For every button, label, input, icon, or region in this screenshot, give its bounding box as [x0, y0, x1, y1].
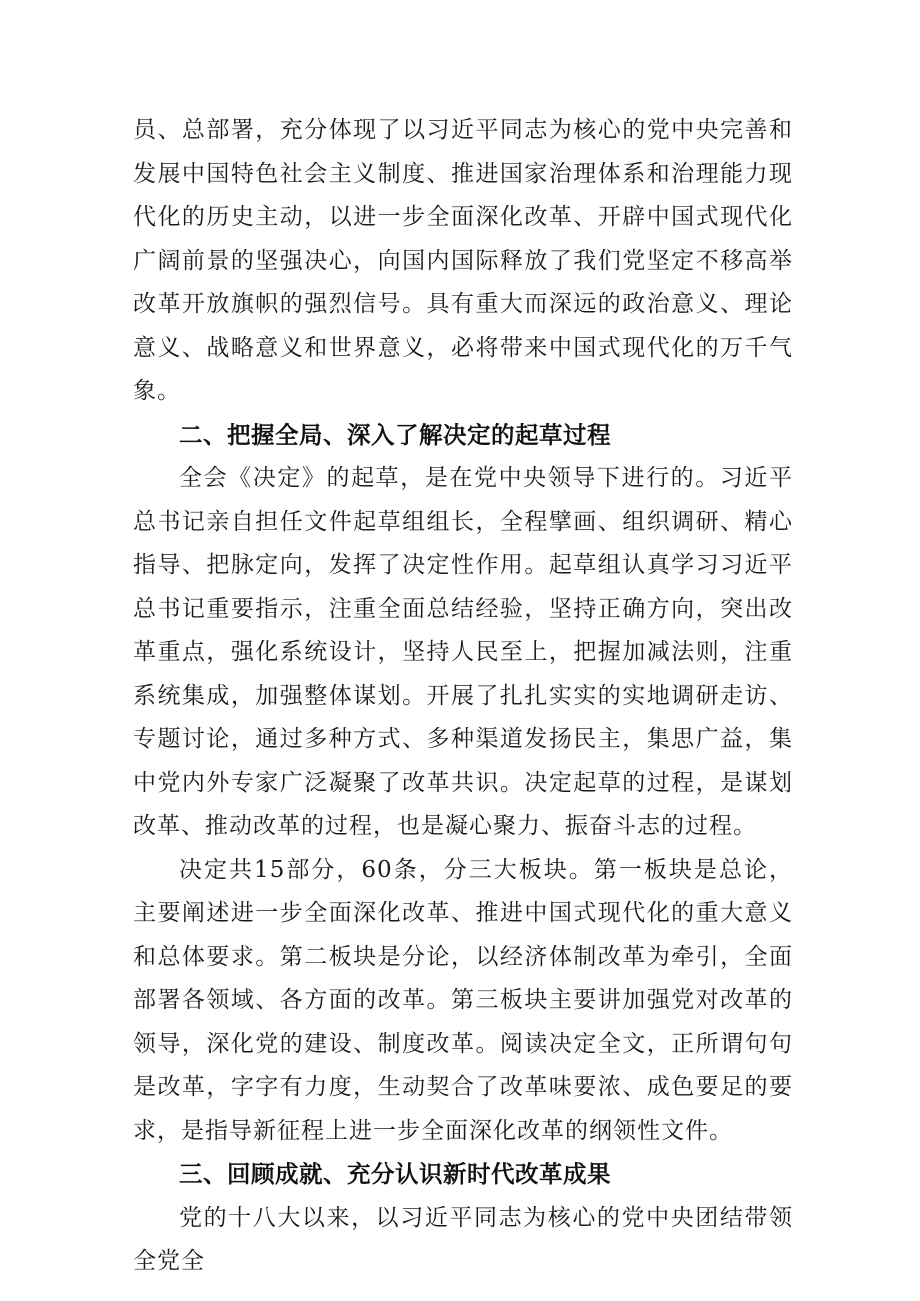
paragraph-drafting-process: 全会《决定》的起草，是在党中央领导下进行的。习近平总书记亲自担任文件起草组组长，全程擘画、组织调研、精心指导、把脉定向，发挥了决定性作用。起草组认真学习习近平总书记重要指示，注重全面总结经验，坚持正确方向，突出改革重点，强化系统设计，坚持人民至上，把握加减法则，注重系统集成，加强整体谋划。开展了扎扎实实的实地调研走访、专题讨论，通过多种方式、多种渠道发扬民主，集思广益，集中党内外专家广泛凝聚了改革共识。决定起草的过程，是谋划改革、推动改革的过程，也是凝心聚力、振奋斗志的过程。: [133, 465, 793, 839]
document-body: [133, 109, 793, 1284]
paragraph-reform-achievements: 党的十八大以来，以习近平同志为核心的党中央团结带领全党全: [133, 1204, 793, 1274]
section-heading-3: 三、回顾成就、充分认识新时代改革成果: [179, 1160, 611, 1188]
paragraph-intro-continued: 员、总部署，充分体现了以习近平同志为核心的党中央完善和发展中国特色社会主义制度、推进国家治理体系和治理能力现代化的历史主动，以进一步全面深化改革、开辟中国式现代化广阔前景的坚强决心，向国内国际释放了我们党坚定不移高举改革开放旗帜的强烈信号。具有重大而深远的政治意义、理论意义、战略意义和世界意义，必将带来中国式现代化的万千气象。: [133, 117, 793, 404]
paragraph-decision-structure: 决定共15部分，60条，分三大板块。第一板块是总论，主要阐述进一步全面深化改革、推进中国式现代化的重大意义和总体要求。第二板块是分论，以经济体制改革为牵引，全面部署各领域、各方面的改革。第三板块主要讲加强党对改革的领导，深化党的建设、制度改革。阅读决定全文，正所谓句句是改革，字字有力度，生动契合了改革味要浓、成色要足的要求，是指导新征程上进一步全面深化改革的纲领性文件。: [133, 856, 793, 1144]
section-heading-2: 二、把握全局、深入了解决定的起草过程: [179, 420, 611, 449]
